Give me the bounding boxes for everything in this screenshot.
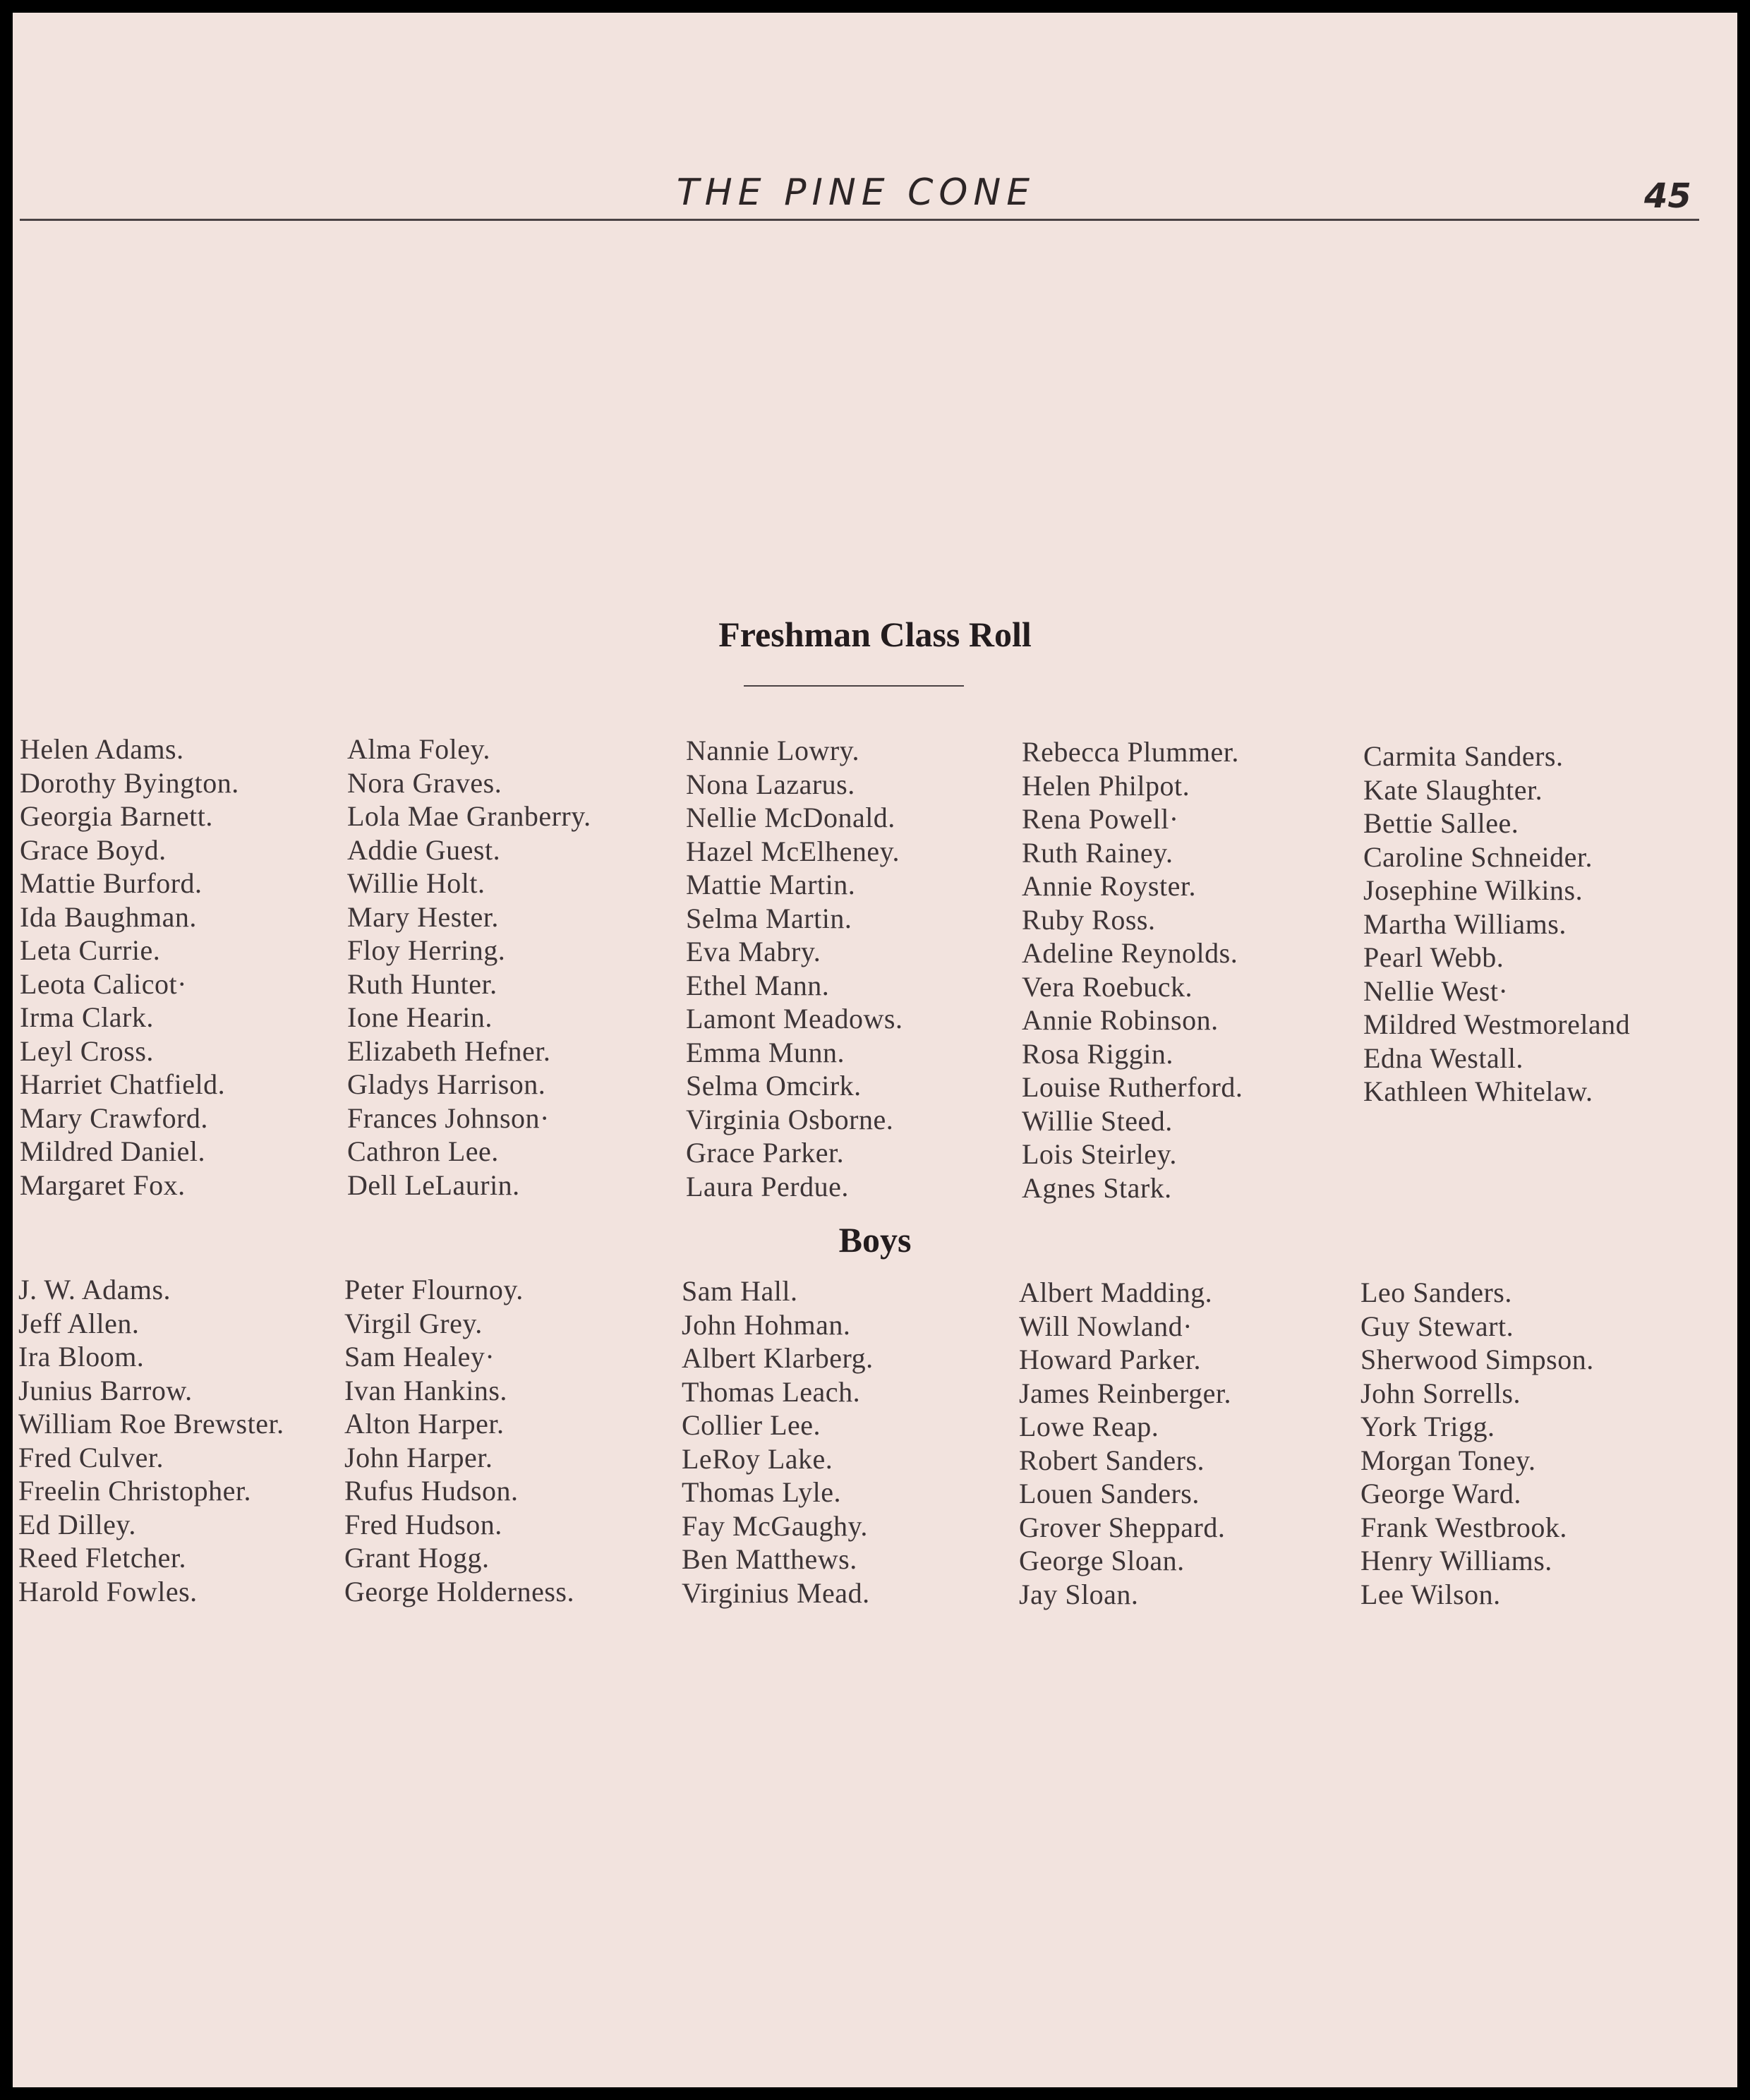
roll-name: Mattie Martin. xyxy=(686,869,856,900)
roll-name: Fred Hudson. xyxy=(344,1508,502,1540)
roll-name: Adeline Reynolds. xyxy=(1022,937,1238,969)
roll-name: Kathleen Whitelaw. xyxy=(1363,1075,1593,1107)
roll-name: LeRoy Lake. xyxy=(682,1442,833,1475)
roll-name: Irma Clark. xyxy=(20,1001,154,1033)
roll-name: Nona Lazarus. xyxy=(686,768,855,800)
roll-name: Lee Wilson. xyxy=(1360,1578,1501,1610)
roll-name: Rebecca Plummer. xyxy=(1022,736,1239,768)
roll-name: Ira Bloom. xyxy=(18,1341,145,1372)
roll-name: Thomas Leach. xyxy=(682,1375,861,1408)
roll-name: Cathron Lee. xyxy=(347,1135,499,1167)
boys-column-3 xyxy=(682,1274,874,1610)
roll-name: J. W. Adams. xyxy=(18,1274,171,1305)
roll-name: Ruby Ross. xyxy=(1022,903,1156,936)
roll-name: Georgia Barnett. xyxy=(20,800,213,832)
roll-name: Louise Rutherford. xyxy=(1022,1071,1243,1103)
title-rule xyxy=(744,685,964,687)
roll-name: John Sorrells. xyxy=(1360,1377,1521,1409)
roll-name: Mildred Westmoreland xyxy=(1363,1008,1631,1040)
roll-name: Annie Royster. xyxy=(1022,870,1196,902)
roll-name: Guy Stewart. xyxy=(1360,1310,1514,1342)
roll-name: Harriet Chatfield. xyxy=(20,1068,226,1100)
roll-name: Ione Hearin. xyxy=(347,1001,493,1033)
roll-name: Will Nowland· xyxy=(1019,1310,1193,1342)
roll-name: Lois Steirley. xyxy=(1022,1138,1177,1170)
roll-name: Virginius Mead. xyxy=(682,1576,870,1609)
running-header-title: THE PINE CONE xyxy=(676,171,1036,214)
girls-column-3 xyxy=(686,734,903,1203)
roll-name: Eva Mabry. xyxy=(686,936,821,967)
roll-name: George Holderness. xyxy=(344,1575,574,1607)
roll-name: Sam Hall. xyxy=(682,1275,798,1307)
roll-name: Ethel Mann. xyxy=(686,969,830,1001)
roll-name: Grover Sheppard. xyxy=(1019,1511,1226,1543)
roll-name: Frances Johnson· xyxy=(347,1102,550,1134)
roll-name: Ben Matthews. xyxy=(682,1543,857,1575)
roll-name: Rosa Riggin. xyxy=(1022,1037,1173,1070)
roll-name: York Trigg. xyxy=(1360,1411,1495,1442)
roll-name: Ivan Hankins. xyxy=(344,1374,507,1406)
roll-name: George Sloan. xyxy=(1019,1545,1185,1576)
roll-name: Pearl Webb. xyxy=(1363,941,1504,973)
header-rule xyxy=(20,219,1699,221)
roll-name: Freelin Christopher. xyxy=(18,1475,251,1507)
roll-name: Selma Omcirk. xyxy=(686,1070,862,1102)
roll-name: Nannie Lowry. xyxy=(686,735,860,766)
section-title-boys: Boys xyxy=(838,1220,912,1260)
roll-name: Morgan Toney. xyxy=(1360,1444,1536,1476)
roll-name: Agnes Stark. xyxy=(1022,1171,1172,1204)
roll-name: Fay McGaughy. xyxy=(682,1509,868,1542)
roll-name: Dorothy Byington. xyxy=(20,766,239,799)
girls-column-4 xyxy=(1022,735,1243,1205)
roll-name: Carmita Sanders. xyxy=(1363,740,1564,772)
roll-name: Mary Hester. xyxy=(347,900,499,933)
roll-name: Annie Robinson. xyxy=(1022,1004,1219,1036)
roll-name: Helen Philpot. xyxy=(1022,769,1190,802)
roll-name: Bettie Sallee. xyxy=(1363,807,1519,839)
roll-name: Jeff Allen. xyxy=(18,1307,140,1339)
boys-column-4 xyxy=(1019,1276,1231,1611)
roll-name: Albert Madding. xyxy=(1019,1277,1213,1308)
roll-name: Edna Westall. xyxy=(1363,1042,1523,1074)
roll-name: James Reinberger. xyxy=(1019,1377,1232,1409)
roll-name: Ed Dilley. xyxy=(18,1508,136,1540)
roll-name: Addie Guest. xyxy=(347,833,501,866)
roll-name: Robert Sanders. xyxy=(1019,1444,1205,1476)
roll-name: Fred Culver. xyxy=(18,1441,164,1473)
roll-name: Lowe Reap. xyxy=(1019,1411,1159,1442)
boys-column-5 xyxy=(1360,1276,1594,1611)
roll-name: Harold Fowles. xyxy=(18,1575,198,1607)
roll-name: Leyl Cross. xyxy=(20,1034,154,1067)
roll-name: Floy Herring. xyxy=(347,934,506,966)
roll-name: Nellie West· xyxy=(1363,974,1509,1007)
roll-name: Mary Crawford. xyxy=(20,1102,208,1134)
roll-name: Rufus Hudson. xyxy=(344,1475,519,1507)
roll-name: Mildred Daniel. xyxy=(20,1135,205,1167)
roll-name: Frank Westbrook. xyxy=(1360,1511,1567,1543)
roll-name: Ida Baughman. xyxy=(20,900,197,933)
roll-name: Josephine Wilkins. xyxy=(1363,874,1583,906)
roll-name: Grant Hogg. xyxy=(344,1542,490,1574)
roll-name: Margaret Fox. xyxy=(20,1169,186,1201)
roll-name: Lola Mae Granberry. xyxy=(347,800,591,832)
roll-name: Grace Boyd. xyxy=(20,833,167,866)
page xyxy=(13,13,1737,2087)
boys-column-2 xyxy=(344,1273,574,1608)
roll-name: Junius Barrow. xyxy=(18,1374,193,1406)
girls-column-2 xyxy=(347,732,591,1202)
roll-name: Rena Powell· xyxy=(1022,803,1179,835)
roll-name: Henry Williams. xyxy=(1360,1545,1552,1576)
girls-column-5 xyxy=(1363,740,1630,1109)
roll-name: Laura Perdue. xyxy=(686,1170,849,1202)
roll-name: Leota Calicot· xyxy=(20,967,187,1000)
roll-name: Howard Parker. xyxy=(1019,1344,1202,1375)
page-number: 45 xyxy=(1644,176,1691,216)
roll-name: Sherwood Simpson. xyxy=(1360,1344,1594,1375)
roll-name: Grace Parker. xyxy=(686,1137,845,1169)
roll-name: John Hohman. xyxy=(682,1308,851,1341)
roll-name: Thomas Lyle. xyxy=(682,1476,841,1508)
roll-name: Martha Williams. xyxy=(1363,907,1567,940)
roll-name: Willie Steed. xyxy=(1022,1104,1173,1137)
roll-name: Ruth Rainey. xyxy=(1022,836,1173,869)
roll-name: Albert Klarberg. xyxy=(682,1342,874,1374)
roll-name: Helen Adams. xyxy=(20,733,184,765)
roll-name: Caroline Schneider. xyxy=(1363,840,1593,873)
roll-name: Virgil Grey. xyxy=(344,1307,483,1339)
roll-name: Kate Slaughter. xyxy=(1363,773,1543,806)
roll-name: John Harper. xyxy=(344,1441,493,1473)
roll-name: Nellie McDonald. xyxy=(686,802,895,833)
girls-column-1 xyxy=(20,732,239,1202)
roll-name: Sam Healey· xyxy=(344,1341,495,1372)
section-title-freshman-class-roll: Freshman Class Roll xyxy=(718,615,1032,654)
roll-name: Virginia Osborne. xyxy=(686,1103,894,1135)
roll-name: Leo Sanders. xyxy=(1360,1277,1512,1308)
roll-name: Louen Sanders. xyxy=(1019,1478,1200,1509)
roll-name: Leta Currie. xyxy=(20,934,161,966)
roll-name: Dell LeLaurin. xyxy=(347,1169,520,1201)
roll-name: William Roe Brewster. xyxy=(18,1408,284,1440)
roll-name: Alma Foley. xyxy=(347,733,490,765)
roll-name: Gladys Harrison. xyxy=(347,1068,546,1100)
boys-column-1 xyxy=(18,1273,284,1608)
roll-name: Alton Harper. xyxy=(344,1408,505,1440)
roll-name: Emma Munn. xyxy=(686,1036,845,1068)
roll-name: Elizabeth Hefner. xyxy=(347,1034,551,1067)
roll-name: Hazel McElheney. xyxy=(686,835,900,867)
roll-name: Selma Martin. xyxy=(686,902,852,934)
roll-name: Jay Sloan. xyxy=(1019,1578,1139,1610)
roll-name: Lamont Meadows. xyxy=(686,1003,903,1034)
roll-name: Collier Lee. xyxy=(682,1409,821,1441)
roll-name: Peter Flournoy. xyxy=(344,1274,524,1305)
roll-name: Mattie Burford. xyxy=(20,867,203,899)
roll-name: Nora Graves. xyxy=(347,766,502,799)
roll-name: Ruth Hunter. xyxy=(347,967,497,1000)
roll-name: Vera Roebuck. xyxy=(1022,970,1193,1003)
roll-name: Reed Fletcher. xyxy=(18,1542,187,1574)
roll-name: George Ward. xyxy=(1360,1478,1521,1509)
roll-name: Willie Holt. xyxy=(347,867,485,899)
